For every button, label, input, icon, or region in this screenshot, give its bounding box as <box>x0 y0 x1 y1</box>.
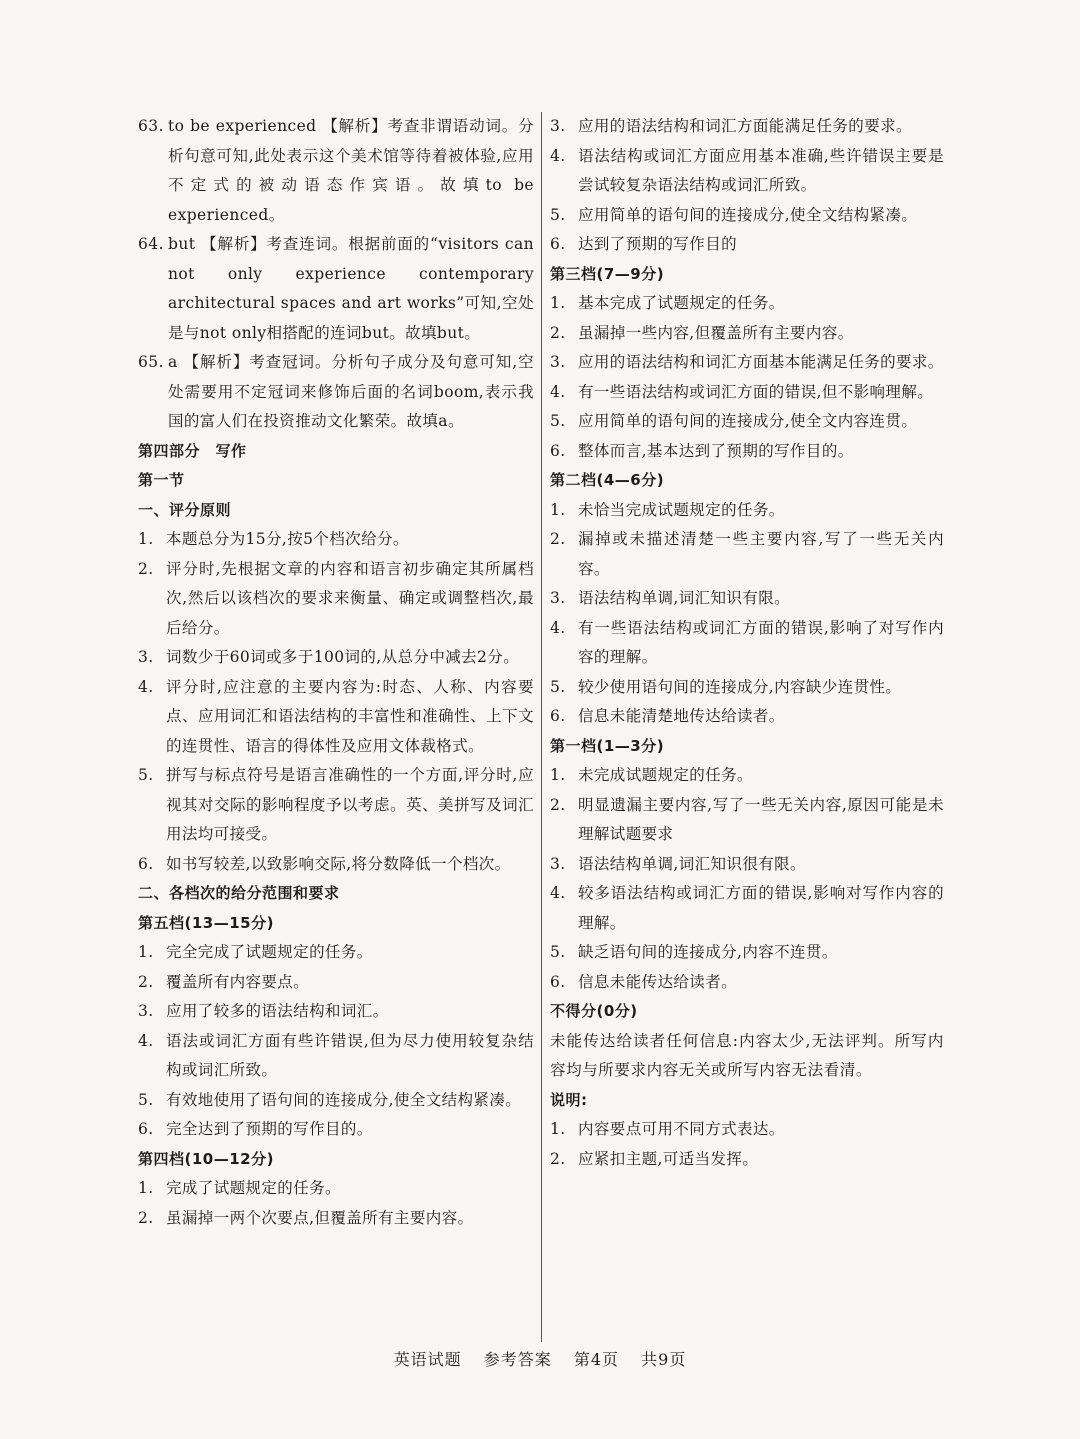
item-text: 应用简单的语句间的连接成分,使全文内容连贯。 <box>578 412 918 430</box>
item-number: 4. <box>550 618 566 637</box>
item-text: 语法结构单调,词汇知识很有限。 <box>578 854 806 873</box>
item-number: 1. <box>138 1179 154 1197</box>
item-text: 应用简单的语句间的连接成分,使全文结构紧凑。 <box>578 205 918 224</box>
item-text: 缺乏语句间的连接成分,内容不连贯。 <box>578 943 838 961</box>
item-text: 本题总分为15分,按5个档次给分。 <box>166 530 409 548</box>
tier5-item <box>138 997 534 1027</box>
item-number: 63. <box>138 117 164 135</box>
footer-total-pages: 共9页 <box>641 1350 687 1369</box>
footer-answer: 参考答案 <box>483 1350 552 1369</box>
tier3-item <box>550 348 944 378</box>
answer-text: a 【解析】考查冠词。分析句子成分及句意可知,空处需要用不定冠词来修饰后面的名词boom,表示我国的富人们在投资推动文化繁荣。故填a。 <box>168 353 534 430</box>
tier3-item <box>550 378 944 408</box>
item-text: 内容要点可用不同方式表达。 <box>578 1120 785 1138</box>
principles-title: 一、评分原则 <box>138 500 232 519</box>
ranges-title: 二、各档次的给分范围和要求 <box>138 884 340 902</box>
item-number: 4. <box>550 382 566 401</box>
tier4-title: 第四档(10—12分) <box>138 1149 274 1168</box>
tier4-item <box>550 112 944 142</box>
item-text: 达到了预期的写作目的 <box>578 235 738 253</box>
item-text: 覆盖所有内容要点。 <box>166 972 310 991</box>
left-column <box>138 112 534 1233</box>
item-text: 如书写较差,以致影响交际,将分数降低一个档次。 <box>166 854 511 873</box>
item-number: 1. <box>550 294 566 312</box>
item-number: 5. <box>138 766 154 784</box>
principle-item <box>138 525 534 555</box>
item-number: 6. <box>138 1120 154 1138</box>
item-number: 4. <box>550 884 566 902</box>
item-number: 5. <box>550 412 566 430</box>
tier0-text: 未能传达给读者任何信息:内容太少,无法评判。所写内容均与所要求内容无关或所写内容无法看清。 <box>550 1031 944 1079</box>
answer-item-65 <box>138 348 534 437</box>
column-divider <box>541 112 542 1342</box>
item-text: 语法结构单调,词汇知识有限。 <box>578 589 791 607</box>
tier4-item <box>138 1174 534 1204</box>
item-text: 拼写与标点符号是语言准确性的一个方面,评分时,应视其对交际的影响程度予以考虑。英、美拼写及词汇用法均可接受。 <box>166 766 534 843</box>
item-text: 整体而言,基本达到了预期的写作目的。 <box>578 441 854 460</box>
answer-text: but 【解析】考查连词。根据前面的“visitors can not only experience contemporary architectural spaces and art works”可知,空处是与not only相搭配的连词but。故填but。 <box>168 235 534 342</box>
tier4-item <box>550 230 944 260</box>
item-text: 信息未能传达给读者。 <box>578 972 738 991</box>
item-number: 3. <box>550 353 566 371</box>
part-title: 第四部分 写作 <box>138 441 247 460</box>
item-text: 较少使用语句间的连接成分,内容缺少连贯性。 <box>578 677 902 696</box>
note-item <box>550 1115 944 1145</box>
item-number: 5. <box>550 677 566 696</box>
item-number: 64. <box>138 235 164 253</box>
item-number: 1. <box>550 1120 566 1138</box>
item-number: 6. <box>550 235 566 253</box>
tier1-item <box>550 761 944 791</box>
item-number: 2. <box>138 972 154 991</box>
tier3-item <box>550 319 944 349</box>
item-text: 有效地使用了语句间的连接成分,使全文结构紧凑。 <box>166 1090 522 1109</box>
item-text: 评分时,先根据文章的内容和语言初步确定其所属档次,然后以该档次的要求来衡量、确定或调整档次,最后给分。 <box>166 559 534 637</box>
answer-item-64 <box>138 230 534 348</box>
tier1-item <box>550 938 944 968</box>
tier1-title: 第一档(1—3分) <box>550 736 665 755</box>
item-number: 5. <box>550 943 566 961</box>
answer-item-63 <box>138 112 534 230</box>
item-text: 漏掉或未描述清楚一些主要内容,写了一些无关内容。 <box>578 530 944 578</box>
item-number: 2. <box>550 530 566 548</box>
item-text: 词数少于60词或多于100词的,从总分中减去2分。 <box>166 648 520 666</box>
item-number: 3. <box>550 589 566 607</box>
tier5-item <box>138 968 534 998</box>
item-text: 虽漏掉一些内容,但覆盖所有主要内容。 <box>578 323 854 342</box>
item-number: 3. <box>550 117 566 135</box>
tier3-item <box>550 289 944 319</box>
item-number: 2. <box>550 1149 566 1168</box>
item-text: 完全完成了试题规定的任务。 <box>166 943 373 961</box>
tier5-item <box>138 938 534 968</box>
item-text: 完成了试题规定的任务。 <box>166 1179 341 1197</box>
answer-text: to be experienced 【解析】考查非谓语动词。分析句意可知,此处表示这个美术馆等待着被体验,应用不定式的被动语态作宾语。故填to be experienced。 <box>168 117 534 224</box>
item-text: 信息未能清楚地传达给读者。 <box>578 707 785 725</box>
item-number: 5. <box>550 205 566 224</box>
principle-item <box>138 761 534 850</box>
item-number: 2. <box>550 795 566 814</box>
item-number: 6. <box>550 441 566 460</box>
item-number: 1. <box>550 766 566 784</box>
item-text: 应用了较多的语法结构和词汇。 <box>166 1002 389 1020</box>
item-number: 2. <box>138 1208 154 1227</box>
tier4-item <box>550 142 944 201</box>
note-item <box>550 1145 944 1175</box>
item-text: 语法或词汇方面有些许错误,但为尽力使用较复杂结构或词汇所致。 <box>166 1031 534 1079</box>
item-text: 未完成试题规定的任务。 <box>578 766 753 784</box>
tier4-item <box>550 201 944 231</box>
item-number: 5. <box>138 1090 154 1109</box>
tier5-item <box>138 1115 534 1145</box>
footer-subject: 英语试题 <box>393 1350 462 1369</box>
item-number: 3. <box>138 648 154 666</box>
tier2-item <box>550 614 944 673</box>
item-text: 较多语法结构或词汇方面的错误,影响对写作内容的理解。 <box>578 884 944 932</box>
section-title: 第一节 <box>138 471 185 489</box>
item-number: 1. <box>138 530 154 548</box>
item-number: 1. <box>550 500 566 519</box>
principle-item <box>138 555 534 644</box>
tier3-title: 第三档(7—9分) <box>550 264 665 283</box>
tier2-item <box>550 496 944 526</box>
tier5-item <box>138 1086 534 1116</box>
item-number: 2. <box>550 323 566 342</box>
item-number: 65. <box>138 353 164 371</box>
item-text: 完全达到了预期的写作目的。 <box>166 1120 373 1138</box>
principle-item <box>138 643 534 673</box>
item-text: 有一些语法结构或词汇方面的错误,但不影响理解。 <box>578 382 934 401</box>
tier1-item <box>550 791 944 850</box>
item-text: 基本完成了试题规定的任务。 <box>578 294 785 312</box>
footer-page-number: 第4页 <box>573 1350 620 1369</box>
tier1-item <box>550 879 944 938</box>
item-number: 3. <box>550 854 566 873</box>
item-text: 应用的语法结构和词汇方面基本能满足任务的要求。 <box>578 353 944 371</box>
right-column <box>550 112 944 1174</box>
item-text: 有一些语法结构或词汇方面的错误,影响了对写作内容的理解。 <box>578 618 944 666</box>
tier4-item <box>138 1204 534 1234</box>
item-text: 评分时,应注意的主要内容为:时态、人称、内容要点、应用词汇和语法结构的丰富性和准确性、上下文的连贯性、语言的得体性及应用文体裁格式。 <box>166 677 534 755</box>
item-text: 未恰当完成试题规定的任务。 <box>578 500 785 519</box>
page-footer <box>0 1347 1080 1370</box>
tier2-item <box>550 525 944 584</box>
item-text: 虽漏掉一两个次要点,但覆盖所有主要内容。 <box>166 1208 474 1227</box>
tier0-title: 不得分(0分) <box>550 1002 638 1020</box>
tier3-item <box>550 407 944 437</box>
tier2-item <box>550 702 944 732</box>
item-number: 6. <box>138 854 154 873</box>
item-text: 语法结构或词汇方面应用基本准确,些许错误主要是尝试较复杂语法结构或词汇所致。 <box>578 146 944 194</box>
tier5-title: 第五档(13—15分) <box>138 913 274 932</box>
principle-item <box>138 673 534 762</box>
item-number: 2. <box>138 559 154 578</box>
tier1-item <box>550 968 944 998</box>
item-number: 1. <box>138 943 154 961</box>
tier2-title: 第二档(4—6分) <box>550 471 665 489</box>
principle-item <box>138 850 534 880</box>
tier3-item <box>550 437 944 467</box>
notes-title: 说明: <box>550 1090 588 1109</box>
item-text: 应紧扣主题,可适当发挥。 <box>578 1149 759 1168</box>
item-number: 6. <box>550 707 566 725</box>
item-text: 明显遗漏主要内容,写了一些无关内容,原因可能是未理解试题要求 <box>578 795 944 843</box>
item-number: 3. <box>138 1002 154 1020</box>
item-number: 4. <box>138 677 154 696</box>
tier5-item <box>138 1027 534 1086</box>
item-number: 4. <box>550 146 566 165</box>
tier1-item <box>550 850 944 880</box>
item-number: 4. <box>138 1031 154 1050</box>
tier2-item <box>550 673 944 703</box>
item-text: 应用的语法结构和词汇方面能满足任务的要求。 <box>578 117 912 135</box>
item-number: 6. <box>550 972 566 991</box>
tier2-item <box>550 584 944 614</box>
